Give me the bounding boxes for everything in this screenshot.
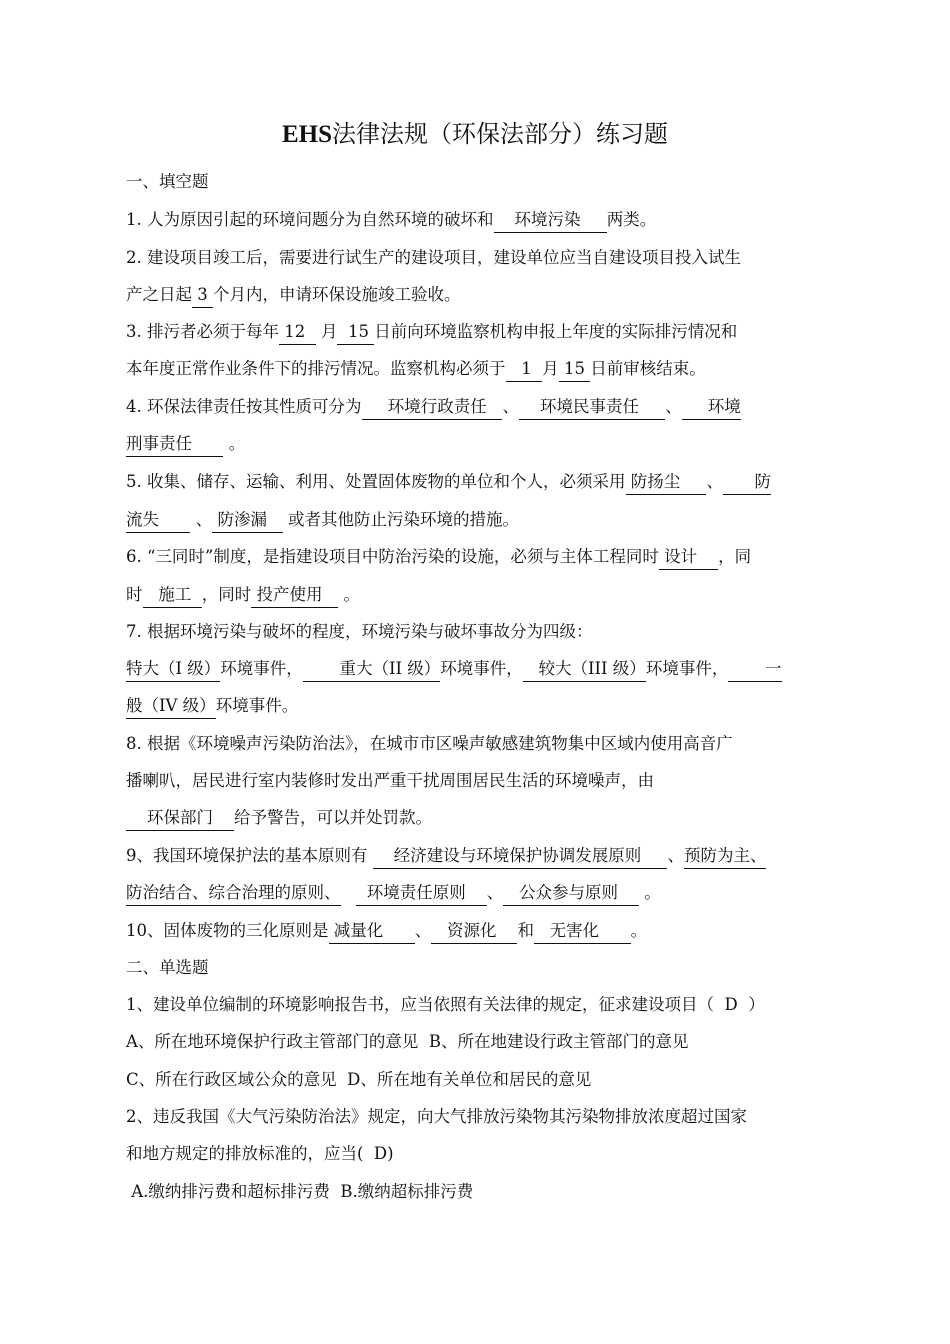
q3-answer-month-2: 1: [506, 358, 543, 382]
q10-answer-3: 无害化: [534, 920, 631, 944]
page-title: [0, 116, 950, 153]
choice-2-options-ab: A.缴纳排污费和超标排污费 B.缴纳超标排污费: [126, 1182, 474, 1201]
q5-text: 5. 收集、储存、运输、利用、处置固体废物的单位和个人，必须采用: [126, 472, 626, 491]
q10-text-end: 。: [630, 921, 648, 940]
q10-text: 10、固体废物的三化原则是: [126, 921, 329, 940]
q6-text-4: ，同时: [201, 585, 252, 604]
q5-answer-3: 防渗漏: [212, 509, 282, 533]
q1-text: 1. 人为原因引起的环境问题分为自然环境的破坏和: [126, 210, 494, 229]
q6-text-3: 时: [126, 585, 143, 604]
q7-text-1: 环境事件，: [220, 659, 303, 678]
q2-text: 产之日起: [126, 285, 192, 304]
question-4-line-2: [126, 432, 840, 457]
question-3-line-2: [126, 357, 840, 382]
q3-text-2: 日前向环境监察机构申报上年度的实际排污情况和: [374, 322, 738, 341]
q2-answer: 3: [192, 284, 213, 308]
q10-sep-2: 和: [517, 921, 534, 940]
question-7-line-3: [126, 694, 840, 719]
question-3-line-1: [126, 320, 840, 345]
q7-text-2: 环境事件，: [440, 659, 523, 678]
q9-answer-4: 公众参与原则: [503, 882, 639, 906]
q3-text-5: 日前审核结束。: [590, 359, 706, 378]
q7-text-end: 环境事件。: [215, 696, 299, 715]
q9-answer-3: 环境责任原则: [356, 882, 486, 906]
q5-sep-1: 、: [706, 472, 723, 491]
choice-question-1: 1、建设单位编制的环境影响报告书，应当依照有关法律的规定，征求建设项目（ D ）: [126, 995, 765, 1014]
q9-sep-1: 、: [667, 846, 684, 865]
section-heading-single-choice: 二、单选题: [126, 958, 209, 977]
q4-answer-2: 环境民事责任: [519, 396, 665, 420]
q4-answer-3b: 刑事责任: [126, 433, 223, 457]
q6-answer-1: 设计: [659, 546, 718, 570]
question-8-line-2: 播喇叭，居民进行室内装修时发出严重干扰周围居民生活的环境噪声，由: [126, 771, 654, 790]
q3-answer-day: 15: [337, 321, 374, 345]
q3-answer-day-2: 15: [559, 358, 591, 382]
question-4-line-1: [126, 395, 840, 420]
question-9-line-1: [126, 844, 840, 869]
q5-answer-2a: 防: [723, 471, 771, 495]
q9-answer-2a: 预防为主、: [684, 845, 767, 869]
q5-answer-1: 防扬尘: [626, 471, 707, 495]
q10-answer-1: 减量化: [329, 920, 415, 944]
question-5-line-1: [126, 470, 840, 495]
q5-sep-2: 、: [190, 510, 213, 529]
q4-answer-3a: 环境: [682, 396, 741, 420]
q4-sep-1: 、: [502, 397, 519, 416]
question-7-line-2: [126, 657, 840, 682]
question-8-line-3: [126, 806, 840, 831]
q6-text-end: 。: [338, 585, 360, 604]
q6-answer-2: 施工: [143, 584, 202, 608]
question-2-line-2: [126, 283, 840, 308]
question-7-line-1: 7. 根据环境污染与破坏的程度，环境污染与破坏事故分为四级：: [126, 622, 593, 641]
q7-text-3: 环境事件，: [645, 659, 729, 678]
q6-text-2: ，同: [718, 547, 752, 566]
q9-sep-2: 、: [486, 883, 504, 902]
q3-text: 3. 排污者必须于每年: [126, 322, 279, 341]
q2-text-end: 个月内，申请环保设施竣工验收。: [213, 285, 461, 304]
choice-question-2-line-2: 和地方规定的排放标准的，应当( D): [126, 1144, 394, 1163]
q7-answer-2: 重大（II 级）: [303, 658, 441, 682]
section-heading-fill: 一、填空题: [126, 172, 209, 191]
q9-gap: [341, 883, 357, 902]
choice-question-2-line-1: 2、违反我国《大气污染防治法》规定，向大气排放污染物其污染物排放浓度超过国家: [126, 1107, 747, 1126]
title-bold: EHS: [281, 121, 333, 148]
question-2-line-1: 2. 建设项目竣工后，需要进行试生产的建设项目，建设单位应当自建设项目投入试生: [126, 248, 741, 267]
q10-answer-2: 资源化: [431, 920, 517, 944]
q6-text: 6. “三同时”制度，是指建设项目中防治污染的设施，必须与主体工程同时: [126, 547, 659, 566]
q9-answer-1: 经济建设与环境保护协调发展原则: [373, 845, 668, 869]
q6-answer-3: 投产使用: [251, 584, 338, 608]
question-5-line-2: [126, 508, 840, 533]
question-6-line-1: [126, 545, 840, 570]
question-10: [126, 919, 840, 944]
question-9-line-2: [126, 881, 840, 906]
q3-text-month: 月: [315, 322, 338, 341]
question-6-line-2: [126, 583, 840, 608]
q1-text-end: 两类。: [606, 210, 657, 229]
q9-text: 9、我国环境保护法的基本原则有: [126, 846, 373, 865]
q7-answer-1: 特大（I 级）: [126, 658, 220, 682]
q8-text-end: 给予警告，可以并处罚款。: [233, 808, 432, 827]
question-8-line-1: 8. 根据《环境噪声污染防治法》，在城市市区噪声敏感建筑物集中区域内使用高音广: [126, 734, 733, 753]
q8-answer: 环保部门: [126, 807, 234, 831]
q4-sep-2: 、: [665, 397, 682, 416]
q3-text-4: 月: [542, 359, 559, 378]
q5-text-end: 或者其他防止污染环境的措施。: [282, 510, 519, 529]
q5-answer-2b: 流失: [126, 509, 190, 533]
q7-answer-4a: 一: [728, 658, 781, 682]
title-text: 法律法规（环保法部分）练习题: [332, 120, 669, 148]
choice-1-options-ab: A、所在地环境保护行政主管部门的意见 B、所在地建设行政主管部门的意见: [126, 1032, 689, 1051]
q9-answer-2b: 防治结合、综合治理的原则、: [126, 882, 341, 906]
q1-answer: 环境污染: [494, 209, 607, 233]
q7-answer-3: 较大（III 级）: [523, 658, 646, 682]
q4-text: 4. 环保法律责任按其性质可分为: [126, 397, 362, 416]
q4-text-end: 。: [223, 434, 246, 453]
q4-answer-1: 环境行政责任: [362, 396, 503, 420]
q3-answer-month: 12: [279, 321, 316, 345]
q9-text-end: 。: [638, 883, 661, 902]
q3-text-3: 本年度正常作业条件下的排污情况。监察机构必须于: [126, 359, 506, 378]
q7-answer-4b: 般（IV 级）: [126, 695, 216, 719]
q10-sep-1: 、: [414, 921, 432, 940]
question-1: [126, 208, 840, 233]
choice-1-options-cd: C、所在行政区域公众的意见 D、所在地有关单位和居民的意见: [126, 1070, 592, 1089]
